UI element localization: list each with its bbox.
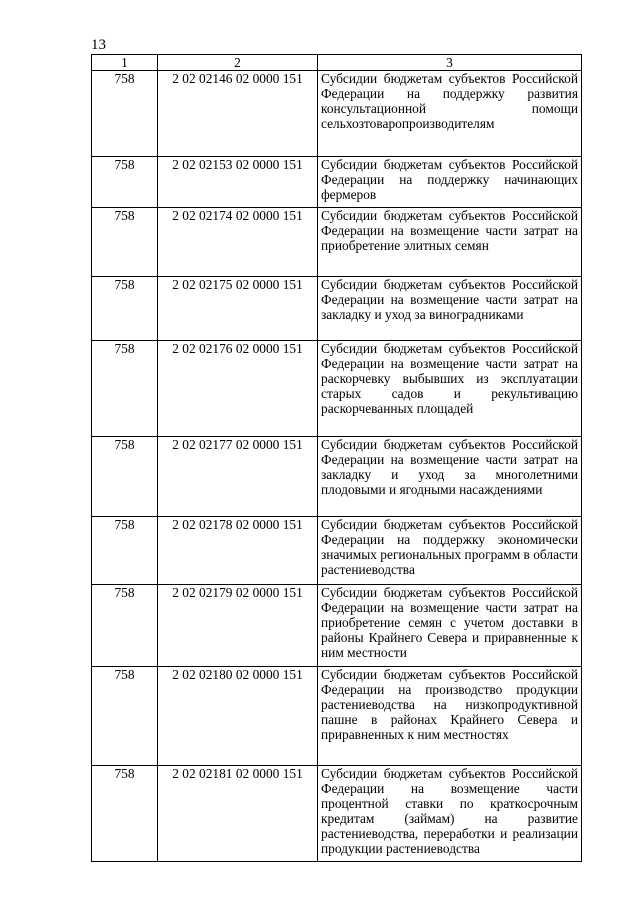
table-row: [92, 517, 582, 585]
admin-code-cell: 758: [92, 208, 158, 277]
table-header-row: [92, 55, 582, 71]
table-row: [92, 277, 582, 341]
budget-code-cell: 2 02 02180 02 0000 151: [158, 667, 318, 766]
revenue-name-cell: Субсидии бюджетам субъектов Российской Федерации на возмещение части затрат на приобретение элитных семян: [318, 208, 582, 277]
budget-code-cell: 2 02 02153 02 0000 151: [158, 157, 318, 208]
revenue-name-cell: Субсидии бюджетам субъектов Российской Федерации на возмещение части затрат на закладку и уход за виноградниками: [318, 277, 582, 341]
admin-code-cell: 758: [92, 585, 158, 667]
table-row: [92, 667, 582, 766]
budget-code-cell: 2 02 02179 02 0000 151: [158, 585, 318, 667]
revenue-name-cell: Субсидии бюджетам субъектов Российской Федерации на поддержку развития консультационной помощи сельхозтоваропроизводителям: [318, 71, 582, 157]
revenue-name-cell: Субсидии бюджетам субъектов Российской Федерации на поддержку начинающих фермеров: [318, 157, 582, 208]
revenue-name-cell: Субсидии бюджетам субъектов Российской Федерации на возмещение части затрат на раскорчевку выбывших из эксплуатации старых садов и рекультивацию раскорчеванных площадей: [318, 341, 582, 437]
admin-code-cell: 758: [92, 341, 158, 437]
column-header-1: 1: [92, 55, 158, 71]
admin-code-cell: 758: [92, 766, 158, 862]
table-row: [92, 341, 582, 437]
budget-code-cell: 2 02 02176 02 0000 151: [158, 341, 318, 437]
table-row: [92, 585, 582, 667]
budget-code-cell: 2 02 02175 02 0000 151: [158, 277, 318, 341]
page-number: 13: [91, 37, 106, 53]
table-row: [92, 208, 582, 277]
table-row: [92, 766, 582, 862]
table-row: [92, 437, 582, 517]
budget-code-cell: 2 02 02146 02 0000 151: [158, 71, 318, 157]
admin-code-cell: 758: [92, 277, 158, 341]
admin-code-cell: 758: [92, 71, 158, 157]
revenue-name-cell: Субсидии бюджетам субъектов Российской Федерации на возмещение части процентной ставки по краткосрочным кредитам (займам) на развитие растениеводства, переработки и реализации продукции растениеводства: [318, 766, 582, 862]
revenue-codes-table: [91, 54, 582, 862]
column-header-2: 2: [158, 55, 318, 71]
revenue-name-cell: Субсидии бюджетам субъектов Российской Федерации на возмещение части затрат на приобретение семян с учетом доставки в районы Крайнего Севера и приравненные к ним местности: [318, 585, 582, 667]
admin-code-cell: 758: [92, 667, 158, 766]
revenue-name-cell: Субсидии бюджетам субъектов Российской Федерации на возмещение части затрат на закладку и уход за многолетними плодовыми и ягодными насаждениями: [318, 437, 582, 517]
admin-code-cell: 758: [92, 157, 158, 208]
table-row: [92, 157, 582, 208]
budget-code-cell: 2 02 02178 02 0000 151: [158, 517, 318, 585]
revenue-name-cell: Субсидии бюджетам субъектов Российской Федерации на поддержку экономически значимых региональных программ в области растениеводства: [318, 517, 582, 585]
budget-code-cell: 2 02 02181 02 0000 151: [158, 766, 318, 862]
budget-code-cell: 2 02 02177 02 0000 151: [158, 437, 318, 517]
table-row: [92, 71, 582, 157]
column-header-3: 3: [318, 55, 582, 71]
revenue-name-cell: Субсидии бюджетам субъектов Российской Федерации на производство продукции растениеводства на низкопродуктивной пашне в районах Крайнего Севера и приравненных к ним местностях: [318, 667, 582, 766]
budget-code-cell: 2 02 02174 02 0000 151: [158, 208, 318, 277]
admin-code-cell: 758: [92, 437, 158, 517]
admin-code-cell: 758: [92, 517, 158, 585]
